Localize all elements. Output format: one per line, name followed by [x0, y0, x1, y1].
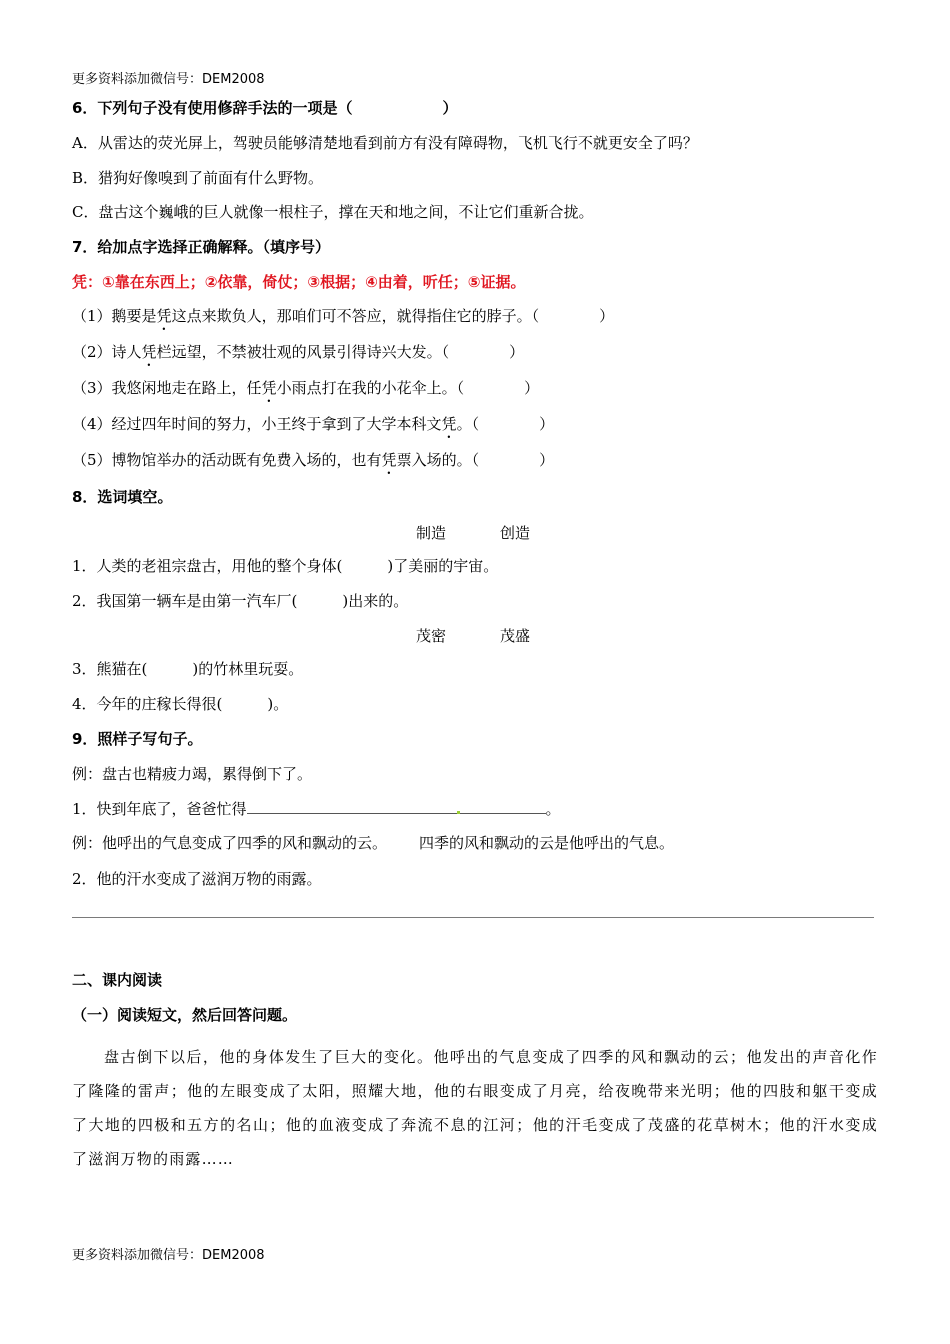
q7-item-dotted: 凭	[381, 451, 397, 469]
section2-title: 二、课内阅读	[72, 971, 163, 989]
q7-item	[72, 378, 539, 406]
q9-title: 9．照样子写句子。	[72, 730, 203, 748]
q7-item	[72, 306, 614, 334]
q7-item	[72, 414, 554, 442]
q8-sentence-2: 2．我国第一辆车是由第一汽车厂( )出来的。	[72, 592, 409, 610]
q7-item-dotted: 凭	[441, 415, 457, 433]
q8-sentence-4: 4．今年的庄稼长得很( )。	[72, 695, 289, 713]
q7-definition: 凭：①靠在东西上；②依靠，倚仗；③根据；④由着，听任；⑤证据。	[72, 273, 526, 291]
q6-option-a: A．从雷达的荧光屏上，驾驶员能够清楚地看到前方有没有障碍物，飞机飞行不就更安全了吗？	[72, 134, 698, 152]
q9-example-2-original: 例：他呼出的气息变成了四季的风和飘动的云。	[72, 834, 388, 852]
q7-item-before: （3）我悠闲地走在路上，任	[72, 379, 262, 397]
q9-example-2	[72, 833, 674, 853]
q7-item-dotted: 凭	[156, 307, 172, 325]
answer-blank[interactable]	[460, 799, 546, 814]
q9-sentence-1	[72, 799, 561, 819]
q7-item	[72, 450, 554, 478]
q7-item-dotted: 凭	[141, 343, 157, 361]
q7-item-before: （4）经过四年时间的努力，小王终于拿到了大学本科文	[72, 415, 442, 433]
q7-item-before: （1）鹅要是	[72, 307, 157, 325]
q7-title: 7．给加点字选择正确解释。（填序号）	[72, 238, 330, 256]
q9-example-1: 例：盘古也精疲力竭，累得倒下了。	[72, 765, 313, 783]
word-choice: 制造	[416, 524, 447, 542]
q8-sentence-1: 1．人类的老祖宗盘古，用他的整个身体( )了美丽的宇宙。	[72, 557, 499, 575]
word-choice: 创造	[500, 524, 531, 542]
q7-item-after: 票入场的。（ ）	[396, 451, 555, 469]
q8-word-pair-2	[416, 625, 584, 646]
q9-example-2-rewritten: 四季的风和飘动的云是他呼出的气息。	[419, 834, 675, 852]
section-divider	[72, 917, 874, 918]
footer-note: 更多资料添加微信号：DEM2008	[72, 1248, 265, 1263]
q9-sentence-1-suffix: 。	[545, 800, 561, 818]
q7-item	[72, 342, 524, 370]
q6-option-c: C．盘古这个巍峨的巨人就像一根柱子，撑在天和地之间，不让它们重新合拢。	[72, 203, 594, 221]
word-choice: 茂盛	[500, 627, 531, 645]
q7-item-before: （2）诗人	[72, 343, 142, 361]
q8-word-pair-1	[416, 522, 584, 543]
reading-passage: 盘古倒下以后，他的身体发生了巨大的变化。他呼出的气息变成了四季的风和飘动的云；他发出的声音化作了隆隆的雷声；他的左眼变成了太阳，照耀大地，他的右眼变成了月亮，给夜晚带来光明；他的四肢和躯干变成了大地的四极和五方的名山；他的血液变成了奔流不息的江河；他的汗毛变成了茂盛的花草树木；他的汗水变成了滋润万物的雨露……	[72, 1048, 878, 1168]
q6-option-b: B．猎狗好像嗅到了前面有什么野物。	[72, 169, 324, 187]
q8-title: 8．选词填空。	[72, 488, 173, 506]
q7-item-after: 这点来欺负人，那咱们可不答应，就得指住它的脖子。（ ）	[171, 307, 615, 325]
q8-sentence-3: 3．熊猫在( )的竹林里玩耍。	[72, 660, 304, 678]
q9-sentence-1-prefix: 1．快到年底了，爸爸忙得	[72, 800, 247, 818]
q7-item-after: 栏远望，不禁被壮观的风景引得诗兴大发。（ ）	[156, 343, 525, 361]
q9-sentence-2: 2．他的汗水变成了滋润万物的雨露。	[72, 870, 322, 888]
q7-item-dotted: 凭	[261, 379, 277, 397]
header-note: 更多资料添加微信号：DEM2008	[72, 72, 265, 87]
section2-subtitle: （一）阅读短文，然后回答问题。	[72, 1006, 298, 1024]
word-choice: 茂密	[416, 627, 447, 645]
answer-blank[interactable]	[247, 799, 457, 814]
q7-item-before: （5）博物馆举办的活动既有免费入场的，也有	[72, 451, 382, 469]
q7-item-after: 小雨点打在我的小花伞上。（ ）	[276, 379, 540, 397]
q6-title: 6．下列句子没有使用修辞手法的一项是（ ）	[72, 99, 458, 117]
q7-item-after: 。（ ）	[456, 415, 555, 433]
